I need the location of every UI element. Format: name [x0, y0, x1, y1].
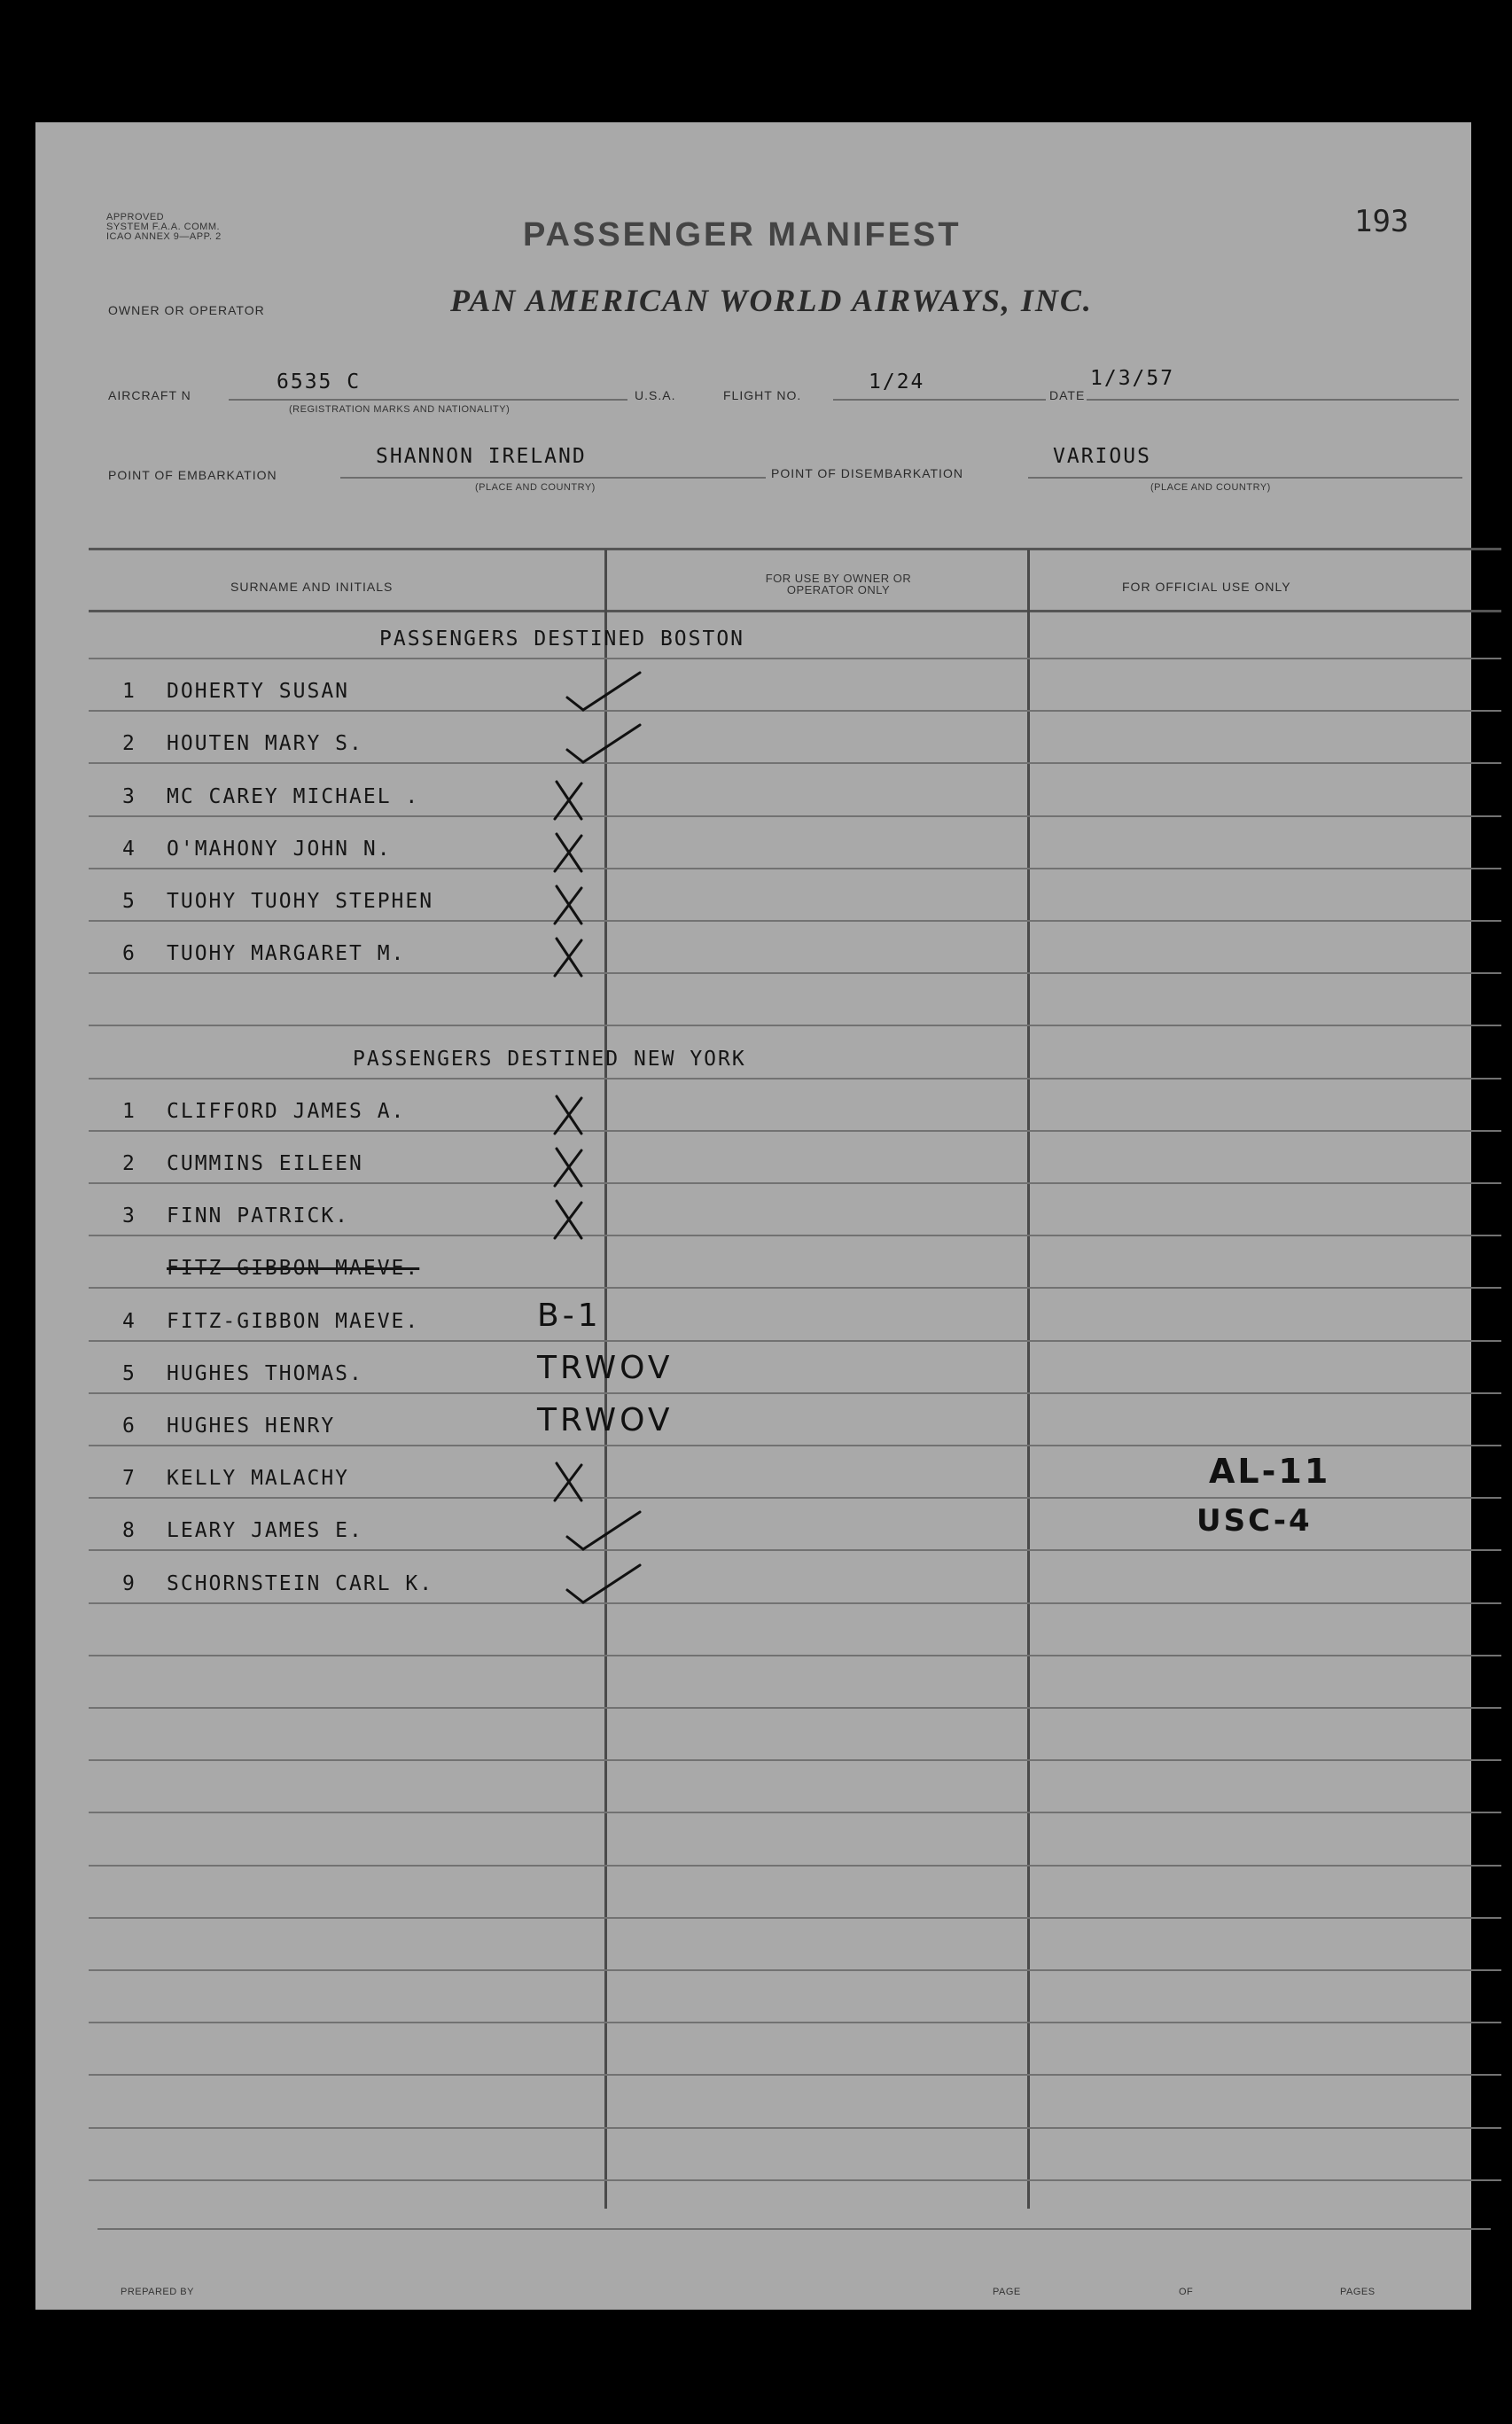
- table-rule: [89, 1445, 1501, 1446]
- table-rule: [89, 1025, 1501, 1026]
- disembarkation-underline: [1028, 477, 1462, 479]
- table-rule: [89, 1287, 1501, 1289]
- handwritten-code: TRWOV: [537, 1402, 674, 1438]
- passenger-name: CUMMINS EILEEN: [167, 1152, 363, 1175]
- footer-pages-label: PAGES: [1340, 2287, 1376, 2297]
- table-rule: [89, 1235, 1501, 1236]
- passenger-name: DOHERTY SUSAN: [167, 680, 350, 703]
- passenger-name: MC CAREY MICHAEL .: [167, 785, 420, 808]
- table-rule: [89, 1969, 1501, 1971]
- table-rule: [89, 815, 1501, 817]
- approval-line: APPROVED: [106, 212, 165, 222]
- passenger-number: 8: [122, 1519, 136, 1542]
- table-rule: [89, 1182, 1501, 1184]
- table-rule: [89, 1707, 1501, 1709]
- passenger-number: 5: [122, 890, 136, 913]
- aircraft-sublabel: (REGISTRATION MARKS AND NATIONALITY): [289, 404, 510, 415]
- passenger-number: 3: [122, 785, 136, 808]
- official-note: USC-4: [1196, 1503, 1313, 1539]
- table-rule: [89, 868, 1501, 869]
- table-rule: [89, 972, 1501, 974]
- passenger-number: 5: [122, 1362, 136, 1385]
- passenger-name: HOUTEN MARY S.: [167, 732, 363, 755]
- page-number: 193: [1354, 204, 1409, 239]
- operator-name: PAN AMERICAN WORLD AIRWAYS, INC.: [450, 283, 1093, 318]
- passenger-name: KELLY MALACHY: [167, 1467, 350, 1490]
- table-rule: [89, 658, 1501, 659]
- passenger-name: HUGHES THOMAS.: [167, 1362, 363, 1385]
- table-rule: [89, 710, 1501, 712]
- table-rule: [89, 1130, 1501, 1132]
- footer-rule: [97, 2228, 1491, 2230]
- approval-block: [106, 213, 222, 242]
- footer-page-label: PAGE: [993, 2287, 1021, 2297]
- footer-prepared-by: PREPARED BY: [121, 2287, 194, 2297]
- table-rule: [89, 920, 1501, 922]
- passenger-number: 2: [122, 1152, 136, 1175]
- table-rule: [89, 2022, 1501, 2023]
- aircraft-underline: [229, 399, 627, 401]
- table-rule: [89, 1655, 1501, 1656]
- passenger-name: O'MAHONY JOHN N.: [167, 838, 392, 861]
- table-top-rule: [89, 548, 1501, 550]
- group-heading: PASSENGERS DESTINED NEW YORK: [353, 1048, 746, 1071]
- official-note: AL-11: [1209, 1452, 1331, 1491]
- handwritten-x-mark: [549, 933, 629, 983]
- col-official-header: FOR OFFICIAL USE ONLY: [1122, 580, 1291, 594]
- handwritten-x-mark: [549, 1196, 629, 1245]
- embarkation-label: POINT OF EMBARKATION: [108, 468, 277, 482]
- disembarkation-label: POINT OF DISEMBARKATION: [771, 466, 963, 480]
- handwritten-x-mark: [549, 776, 629, 826]
- struck-passenger-name: FITZ GIBBON MAEVE.: [167, 1257, 420, 1280]
- table-rule: [89, 762, 1501, 764]
- handwritten-x-mark: [549, 1091, 629, 1141]
- group-heading: PASSENGERS DESTINED BOSTON: [379, 627, 745, 651]
- approval-line: ICAO ANNEX 9—APP. 2: [106, 231, 222, 242]
- passenger-name: TUOHY MARGARET M.: [167, 942, 406, 965]
- passenger-number: 1: [122, 680, 136, 703]
- table-rule: [89, 1340, 1501, 1342]
- table-rule: [89, 1759, 1501, 1761]
- handwritten-x-mark: [549, 1458, 629, 1508]
- passenger-number: 7: [122, 1467, 136, 1490]
- passenger-number: 4: [122, 1310, 136, 1333]
- disembarkation-value: VARIOUS: [1053, 445, 1151, 468]
- embarkation-underline: [340, 477, 766, 479]
- table-rule: [89, 2179, 1501, 2181]
- passenger-name: HUGHES HENRY: [167, 1415, 336, 1438]
- handwritten-check-mark: [564, 671, 643, 721]
- passenger-name: SCHORNSTEIN CARL K.: [167, 1572, 434, 1595]
- manifest-sheet: [35, 122, 1471, 2310]
- handwritten-code: TRWOV: [537, 1350, 674, 1386]
- flight-value: 1/24: [869, 370, 925, 394]
- handwritten-check-mark: [564, 1563, 643, 1613]
- passenger-number: 4: [122, 838, 136, 861]
- handwritten-x-mark: [549, 881, 629, 931]
- passenger-name: FINN PATRICK.: [167, 1204, 350, 1228]
- col-surname-header: SURNAME AND INITIALS: [230, 580, 394, 594]
- date-value: 1/3/57: [1090, 367, 1175, 390]
- passenger-name: LEARY JAMES E.: [167, 1519, 363, 1542]
- column-divider-2: [1027, 549, 1030, 2209]
- passenger-number: 1: [122, 1100, 136, 1123]
- handwritten-check-mark: [564, 723, 643, 773]
- disembarkation-sublabel: (PLACE AND COUNTRY): [1150, 482, 1271, 493]
- passenger-number: 2: [122, 732, 136, 755]
- usa-label: U.S.A.: [635, 388, 676, 402]
- table-rule: [89, 1549, 1501, 1551]
- table-rule: [89, 1812, 1501, 1813]
- passenger-name: FITZ-GIBBON MAEVE.: [167, 1310, 420, 1333]
- table-rule: [89, 1497, 1501, 1499]
- embarkation-value: SHANNON IRELAND: [376, 445, 587, 468]
- date-label: DATE: [1049, 388, 1086, 402]
- handwritten-x-mark: [549, 1143, 629, 1193]
- passenger-number: 6: [122, 1415, 136, 1438]
- aircraft-value: 6535 C: [277, 370, 362, 394]
- table-header-rule: [89, 610, 1501, 612]
- table-rule: [89, 2127, 1501, 2129]
- flight-label: FLIGHT NO.: [723, 388, 802, 402]
- date-underline: [1087, 399, 1459, 401]
- passenger-name: TUOHY TUOHY STEPHEN: [167, 890, 434, 913]
- table-rule: [89, 1392, 1501, 1394]
- passenger-number: 3: [122, 1204, 136, 1228]
- aircraft-label: AIRCRAFT N: [108, 388, 191, 402]
- page-title: PASSENGER MANIFEST: [523, 216, 962, 253]
- passenger-name: CLIFFORD JAMES A.: [167, 1100, 406, 1123]
- handwritten-code: B-1: [537, 1298, 602, 1334]
- passenger-number: 6: [122, 942, 136, 965]
- approval-line: SYSTEM F.A.A. COMM.: [106, 222, 221, 232]
- table-rule: [89, 1078, 1501, 1079]
- table-rule: [89, 1865, 1501, 1867]
- table-rule: [89, 1602, 1501, 1604]
- passenger-number: 9: [122, 1572, 136, 1595]
- footer-of-label: OF: [1179, 2287, 1194, 2297]
- handwritten-check-mark: [564, 1510, 643, 1560]
- handwritten-x-mark: [549, 829, 629, 878]
- table-rule: [89, 2074, 1501, 2076]
- col-owner-header: FOR USE BY OWNER OR OPERATOR ONLY: [765, 572, 912, 596]
- owner-label: OWNER OR OPERATOR: [108, 303, 265, 317]
- embarkation-sublabel: (PLACE AND COUNTRY): [475, 482, 596, 493]
- flight-underline: [833, 399, 1046, 401]
- table-rule: [89, 1917, 1501, 1919]
